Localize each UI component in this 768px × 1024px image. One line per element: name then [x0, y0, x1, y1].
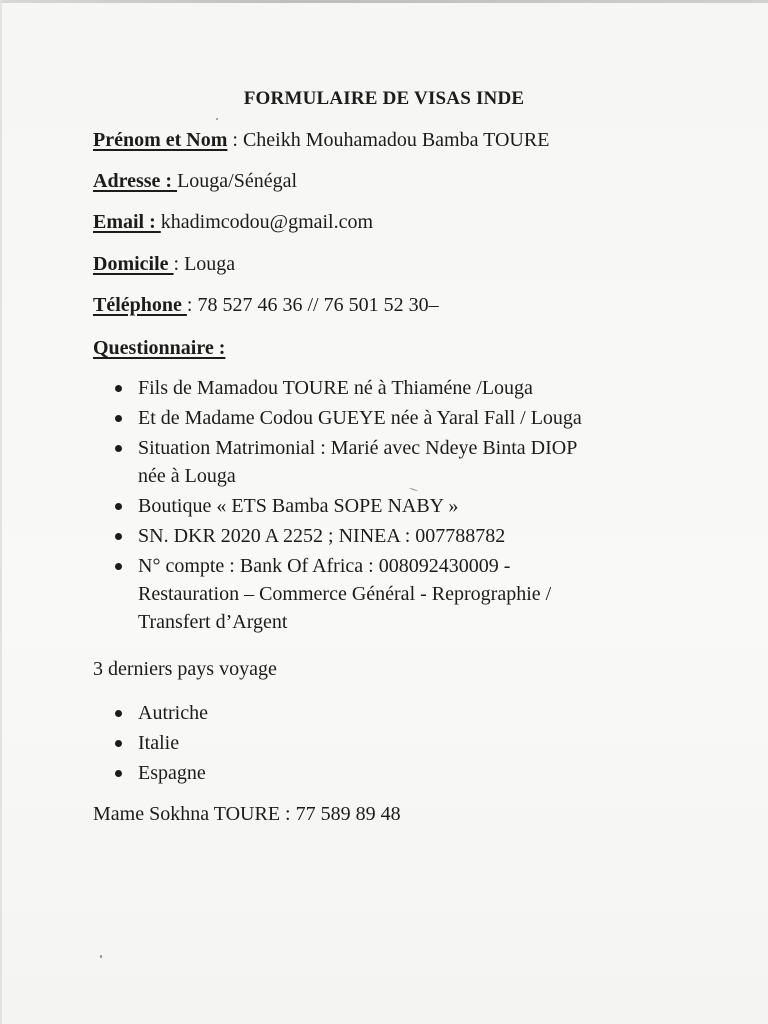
domicile-value: Louga	[184, 253, 236, 275]
list-item-country	[112, 699, 208, 727]
list-item-text: Fils de Mamadou TOURE né à Thiaméne /Louga	[138, 377, 533, 399]
list-item-registration	[112, 522, 582, 550]
email-field	[93, 211, 373, 234]
list-item-mother	[112, 404, 582, 432]
domicile-separator: :	[173, 253, 185, 275]
list-item-country	[112, 729, 208, 757]
document-title: FORMULAIRE DE VISAS INDE	[243, 88, 525, 109]
email-label: Email :	[93, 211, 161, 233]
list-item-text: SN. DKR 2020 A 2252 ; NINEA : 007788782	[138, 525, 506, 547]
list-item-father	[112, 374, 582, 402]
email-value: khadimcodou@gmail.com	[160, 211, 374, 233]
list-item-text: Boutique « ETS Bamba SOPE NABY »	[138, 495, 459, 517]
address-field	[93, 170, 297, 193]
list-item-text: N° compte : Bank Of Africa : 008092430009 -	[138, 555, 511, 577]
telephone-field	[93, 294, 439, 317]
list-item-country	[112, 759, 208, 787]
domicile-label: Domicile	[93, 253, 174, 275]
scan-speck	[216, 118, 218, 120]
scan-speck	[100, 955, 102, 958]
list-item-bank-account	[112, 552, 582, 636]
scan-edge-left	[0, 0, 2, 1024]
address-value: Louga/Sénégal	[177, 170, 298, 192]
list-item-text-continued: née à Louga	[138, 465, 236, 487]
questionnaire-list	[112, 374, 582, 638]
telephone-value: 78 527 46 36 // 76 501 52 30–	[197, 294, 439, 316]
name-separator: :	[227, 129, 243, 151]
scan-edge-top	[0, 0, 768, 3]
list-item-text-continued: Transfert d’Argent	[138, 611, 288, 633]
name-label: Prénom et Nom	[93, 129, 228, 151]
domicile-field	[93, 253, 235, 276]
telephone-label: Téléphone	[93, 294, 187, 316]
address-label: Adresse :	[93, 170, 178, 192]
telephone-separator: :	[186, 294, 198, 316]
travel-heading: 3 derniers pays voyage	[93, 658, 277, 680]
list-item-marital-status	[112, 434, 582, 490]
list-item-shop	[112, 492, 582, 520]
contact-line: Mame Sokhna TOURE : 77 589 89 48	[93, 803, 401, 825]
list-item-text-continued: Restauration – Commerce Général - Reprographie /	[138, 583, 552, 605]
name-value: Cheikh Mouhamadou Bamba TOURE	[242, 129, 550, 151]
country-name: Italie	[138, 732, 180, 754]
name-field	[93, 129, 549, 152]
country-name: Espagne	[138, 762, 206, 784]
questionnaire-heading: Questionnaire :	[93, 337, 226, 359]
list-item-text: Et de Madame Codou GUEYE née à Yaral Fall / Louga	[138, 407, 582, 429]
travel-country-list	[112, 699, 208, 789]
country-name: Autriche	[138, 702, 208, 724]
list-item-text: Situation Matrimonial : Marié avec Ndeye Binta DIOP	[138, 437, 578, 459]
